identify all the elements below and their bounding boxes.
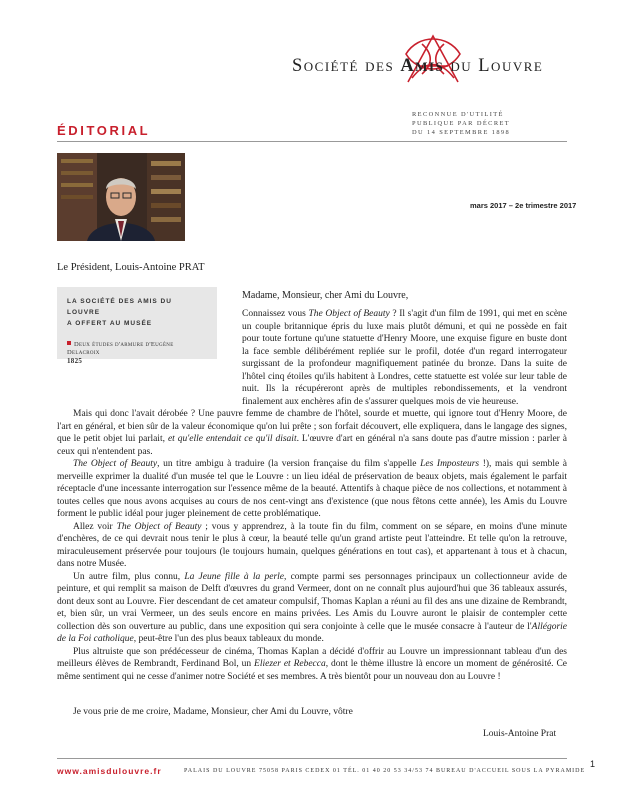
- letter-salutation: Madame, Monsieur, cher Ami du Louvre,: [242, 290, 409, 301]
- paragraph-3: [57, 458, 567, 521]
- p5-text-b: , compte parmi ses personnages principaux un collectionneur avide de peinture, et qui remplit sa maison de Delft d'œuvres du grand Vermeer, dont on ne connaît plus aujourd'hui que 36 tableaux assurés, dont deux sont au Louvre. Fier descendant de cet amateur compulsif, Thomas Kaplan a réuni au fil des ans une dizaine de Rembrandt, et, bien sûr, un vrai Vermeer, un des seuls encore en mains privées. Les Amis du Louvre auront le plaisir de contempler cette collection dès son ouverture au public, dans une exposition qui sera conjointe à celle que le musée consacre à l'auteur de l': [57, 571, 567, 632]
- president-portrait-photo: [57, 153, 185, 241]
- p1-text-b: ? Il s'agit d'un film de 1991, qui met en scène un couple britannique épris du luxe mais plutôt démuni, et qui ne possède en fait pour toute fortune qu'une statuette d'Henry Moore, une exquise figure en buste dont la face semble délibérément repliée sur le profil, dotée d'un regard interrogateur surgissant de la profondeur magnifiquement patinée du bronze. Dans la suite de l'hôtel cinq étoiles qu'ils habitent à Londres, cette statuette est volée sur leur table de nuit. Ils la récupéreront après de multiples rebondissements, et la vendront finalement aux enchères afin de s'assurer quelques mois de vie heureuse.: [242, 309, 567, 407]
- website-link[interactable]: www.amisdulouvre.fr: [57, 766, 162, 776]
- p5-text-c: , peut-être l'un des plus beaux tableaux du monde.: [133, 634, 324, 644]
- issue-date: mars 2017 – 2e trimestre 2017: [470, 201, 577, 210]
- org-name-part-1: Société des: [292, 56, 395, 76]
- sidebar-title-line-2: A OFFERT AU MUSÉE: [67, 320, 153, 327]
- footer-address: PALAIS DU LOUVRE 75058 PARIS CEDEX 01 TÉL. 01 40 20 53 34/53 74 BUREAU D'ACCUEIL SOUS LA PYRAMIDE: [184, 768, 586, 774]
- p2-text-a: Mais qui donc l'avait dérobée ? Une pauvre femme de chambre de l'hôtel, sourde et muette, qui ignore tout d'Henry Moore, de l'art en général, et bien sûr de la valeur économique qu'on lui prête ; son forfait découvert, elle expliquera, dans le langage des signes, que le petit objet lui parlait,: [57, 409, 567, 444]
- p6-text-a: Plus altruiste que son prédécesseur de cinéma, Thomas Kaplan a décidé d'offrir au Louvre un impressionnant tableau d'un des meilleurs élèves de Rembrandt, Ferdinand Bol, un: [57, 646, 567, 669]
- paragraph-6: [57, 646, 567, 684]
- paragraph-5: [57, 571, 567, 646]
- paragraph-4: [57, 521, 567, 571]
- org-subtitle-line-2: PUBLIQUE PAR DÉCRET: [412, 120, 511, 127]
- org-subtitle-line-3: DU 14 SEPTEMBRE 1898: [412, 129, 511, 136]
- letter-closing: Je vous prie de me croire, Madame, Monsieur, cher Ami du Louvre, vôtre: [73, 707, 353, 717]
- org-name-part-2: du Louvre: [450, 56, 544, 76]
- section-title: ÉDITORIAL: [57, 123, 151, 138]
- header-divider: [57, 141, 567, 142]
- p4-text-b: ; vous y apprendrez, à la toute fin du film, comment on se sépare, en moins d'une minute d'enchères, de ce qui devrait nous tenir le plus à cœur, la beauté telle qu'un grand artiste peut l'atteindre. Et telle qu'on la retrouve, miraculeusement préservée pour toujours (le toujours humain, quelques générations en tout cas), et appartenant à tous et à chacun, dans notre Musée.: [57, 521, 567, 569]
- p4-text-a: Allez voir: [73, 521, 117, 532]
- president-caption: Le Président, Louis-Antoine PRAT: [57, 262, 205, 273]
- p2-italic: et qu'elle entendait ce qu'il disait: [167, 434, 297, 444]
- paragraph-2: [57, 408, 567, 458]
- footer-divider: [57, 758, 567, 759]
- p6-painting-title: Eliezer et Rebecca: [254, 659, 326, 669]
- page-number: 1: [590, 759, 596, 769]
- sidebar-item-year: 1825: [67, 357, 83, 365]
- paragraph-1: [57, 308, 567, 408]
- p1-film-title: The Object of Beauty: [308, 309, 390, 319]
- p3-text-b: !), mais qui semble à merveille exprimer la dualité d'un musée tel que le Louvre : un lieu idéal de préservation de beaux objets, mais également le parfait réceptacle d'une incessante interrogation sur l'essence même de la beauté. Attentifs à chaque pièce de nos collections, et notamment à toutes celles que nous avons acquises au cours de nos cent-vingt ans d'existence (que nous fêtons cette année), les Amis du Louvre forment le public idéal pour juger pleinement de cette problématique.: [57, 459, 567, 519]
- p3-film-title-fr: Les Imposteurs: [420, 459, 480, 469]
- p3-text-a: , un titre ambigu à traduire (la version française du film s'appelle: [157, 459, 421, 469]
- letter-body: [57, 308, 567, 683]
- org-subtitle: [412, 110, 562, 137]
- p5-film-title: La Jeune fille à la perle: [184, 571, 284, 582]
- p2-text-b: . L'œuvre d'art en général n'a sans doute pas d'autre mission : parler à ceux qui n'entendent pas.: [57, 434, 568, 457]
- sidebar-item-text: Deux études d'armure d'Eugène Delacroix: [67, 341, 174, 356]
- org-name: [292, 56, 567, 77]
- org-name-amis: Amis: [400, 56, 445, 76]
- p1-text-a: Connaissez vous: [242, 309, 309, 319]
- letter-signature: Louis-Antoine Prat: [483, 729, 557, 739]
- sidebar-title-line-1: LA SOCIÉTÉ DES AMIS DU LOUVRE: [67, 298, 172, 316]
- p4-film-title: The Object of Beauty: [116, 521, 202, 532]
- p6-text-b: , dont le thème illustre là encore un moment de générosité. Ce même sentiment qui ne cesse d'animer notre Société et ses membres. A très bientôt pour un nouveau don au Louvre !: [57, 659, 567, 682]
- p3-film-title: The Object of Beauty: [73, 459, 158, 469]
- org-subtitle-line-1: RECONNUE D'UTILITÉ: [412, 111, 504, 118]
- p5-painting-title: Allégorie de la Foi catholique: [57, 621, 567, 644]
- p5-text-a: Un autre film, plus connu,: [73, 571, 185, 582]
